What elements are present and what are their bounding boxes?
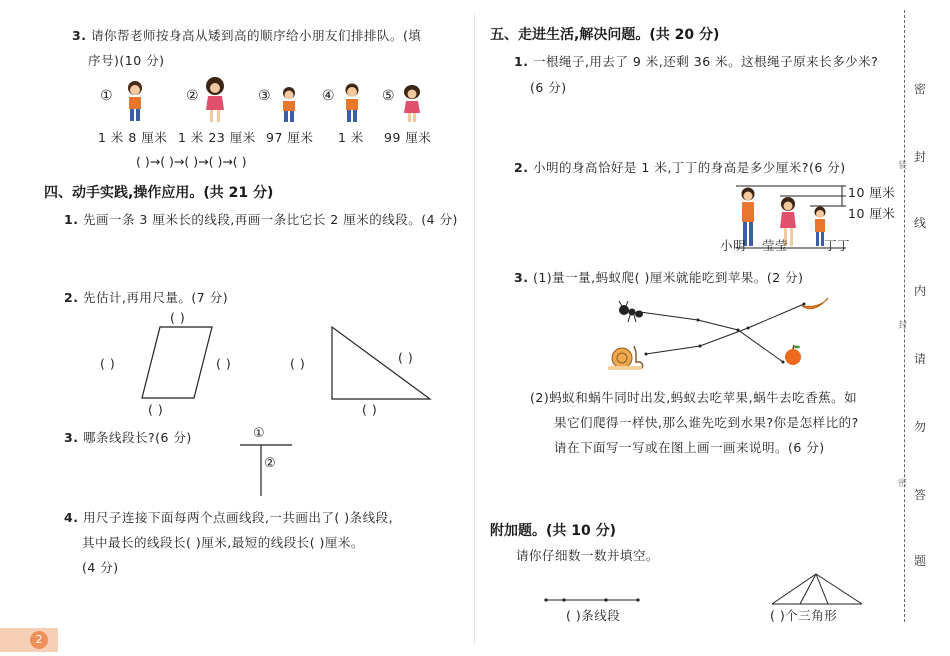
s4-q1: 1. 先画一条 3 厘米长的线段,再画一条比它长 2 厘米的线段。(4 分): [64, 212, 458, 227]
segment-label-1: ①: [253, 426, 266, 441]
page-divider: [474, 14, 475, 644]
order-blanks[interactable]: ( )→( )→( )→( )→( ): [136, 154, 247, 169]
binding-char-2: 封: [914, 150, 927, 164]
page-badge: [0, 628, 58, 652]
kid-figure-1: [122, 80, 148, 124]
name-dingding: 丁丁: [824, 238, 851, 253]
s5-q3-part2-line1: (2)蚂蚁和蜗牛同时出发,蚂蚁去吃苹果,蜗牛去吃香蕉。如: [530, 390, 858, 405]
triangle-shape: [330, 325, 432, 401]
kid-height-3: 97 厘米: [266, 130, 314, 145]
s5-q3-part1: 3. (1)量一量,蚂蚁爬( )厘米就能吃到苹果。(2 分): [514, 270, 804, 285]
binding-char-4: 内: [914, 284, 927, 298]
kid-figure-3: [278, 86, 300, 124]
kid-height-1: 1 米 8 厘米: [98, 130, 168, 145]
kid-index-4: ④: [322, 88, 336, 104]
kid-figure-4: [340, 82, 364, 124]
bonus-title: 附加题。(共 10 分): [490, 523, 617, 539]
s4-q2: 2. 先估计,再用尺量。(7 分): [64, 290, 229, 305]
banana-icon: [800, 292, 830, 314]
s5-q3-part2-line3: 请在下面写一写或在图上画一画来说明。(6 分): [554, 440, 825, 455]
q3-line1: 3. 请你帮老师按身高从矮到高的顺序给小朋友们排排队。(填: [72, 28, 422, 43]
s5-q1-line2: (6 分): [530, 80, 567, 95]
para-top-blank[interactable]: ( ): [170, 310, 186, 325]
binding-small-1: 装: [898, 161, 908, 171]
q3-line2: 序号)(10 分): [88, 53, 165, 68]
s4-q4-line2: 其中最长的线段长( )厘米,最短的线段长( )厘米。: [82, 535, 364, 550]
kid-index-2: ②: [186, 88, 200, 104]
segment-label-2: ②: [264, 456, 277, 471]
apple-icon: [782, 344, 804, 366]
s5-q2: 2. 小明的身高恰好是 1 米,丁丁的身高是多少厘米?(6 分): [514, 160, 846, 175]
snail-icon: [606, 342, 646, 372]
kid-height-4: 1 米: [338, 130, 364, 145]
parallelogram-shape: [140, 326, 214, 400]
s5-q1-line1: 1. 一根绳子,用去了 9 米,还剩 36 米。这根绳子原来长多少米?: [514, 54, 879, 69]
kid-index-3: ③: [258, 88, 272, 104]
binding-char-7: 答: [914, 488, 927, 502]
s4-q3: 3. 哪条线段长?(6 分): [64, 430, 192, 445]
name-xiaoming: 小明: [720, 238, 747, 253]
binding-char-1: 密: [914, 82, 927, 96]
s5-q3-part2-line2: 果它们爬得一样快,那么谁先吃到水果?你是怎样比的?: [554, 415, 859, 430]
binding-char-5: 请: [914, 352, 927, 366]
bonus-triangle-figure: [770, 572, 864, 606]
section5-title: 五、走进生活,解决问题。(共 20 分): [490, 27, 720, 43]
binding-small-2: 封: [898, 321, 908, 331]
s4-q4-line1: 4. 用尺子连接下面每两个点画线段,一共画出了( )条线段,: [64, 510, 394, 525]
tri-bottom-blank[interactable]: ( ): [362, 402, 378, 417]
bonus-segments-blank[interactable]: ( )条线段: [566, 608, 621, 623]
bonus-text: 请你仔细数一数并填空。: [516, 548, 660, 563]
height-label-bottom: 10 厘米: [848, 206, 896, 221]
binding-char-6: 勿: [914, 420, 927, 434]
binding-char-3: 线: [914, 216, 927, 230]
tri-hyp-blank[interactable]: ( ): [398, 350, 414, 365]
binding-small-3: 密: [898, 479, 908, 489]
ant-icon: [616, 300, 644, 324]
bonus-segment-line: [544, 594, 640, 606]
height-label-top: 10 厘米: [848, 185, 896, 200]
kid-height-5: 99 厘米: [384, 130, 432, 145]
para-bottom-blank[interactable]: ( ): [148, 402, 164, 417]
tri-left-blank[interactable]: ( ): [290, 356, 306, 371]
kid-height-2: 1 米 23 厘米: [178, 130, 256, 145]
kid-index-5: ⑤: [382, 88, 396, 104]
binding-line: [904, 10, 905, 622]
binding-char-8: 题: [914, 554, 927, 568]
kid-index-1: ①: [100, 88, 114, 104]
section4-title: 四、动手实践,操作应用。(共 21 分): [44, 185, 274, 201]
page-number: 2: [30, 631, 48, 649]
kid-figure-5: [400, 84, 424, 124]
para-left-blank[interactable]: ( ): [100, 356, 116, 371]
bonus-triangles-blank[interactable]: ( )个三角形: [770, 608, 838, 623]
s4-q4-line3: (4 分): [82, 560, 119, 575]
kid-figure-2: [202, 76, 228, 124]
name-yingying: 莹莹: [762, 238, 789, 253]
para-right-blank[interactable]: ( ): [216, 356, 232, 371]
